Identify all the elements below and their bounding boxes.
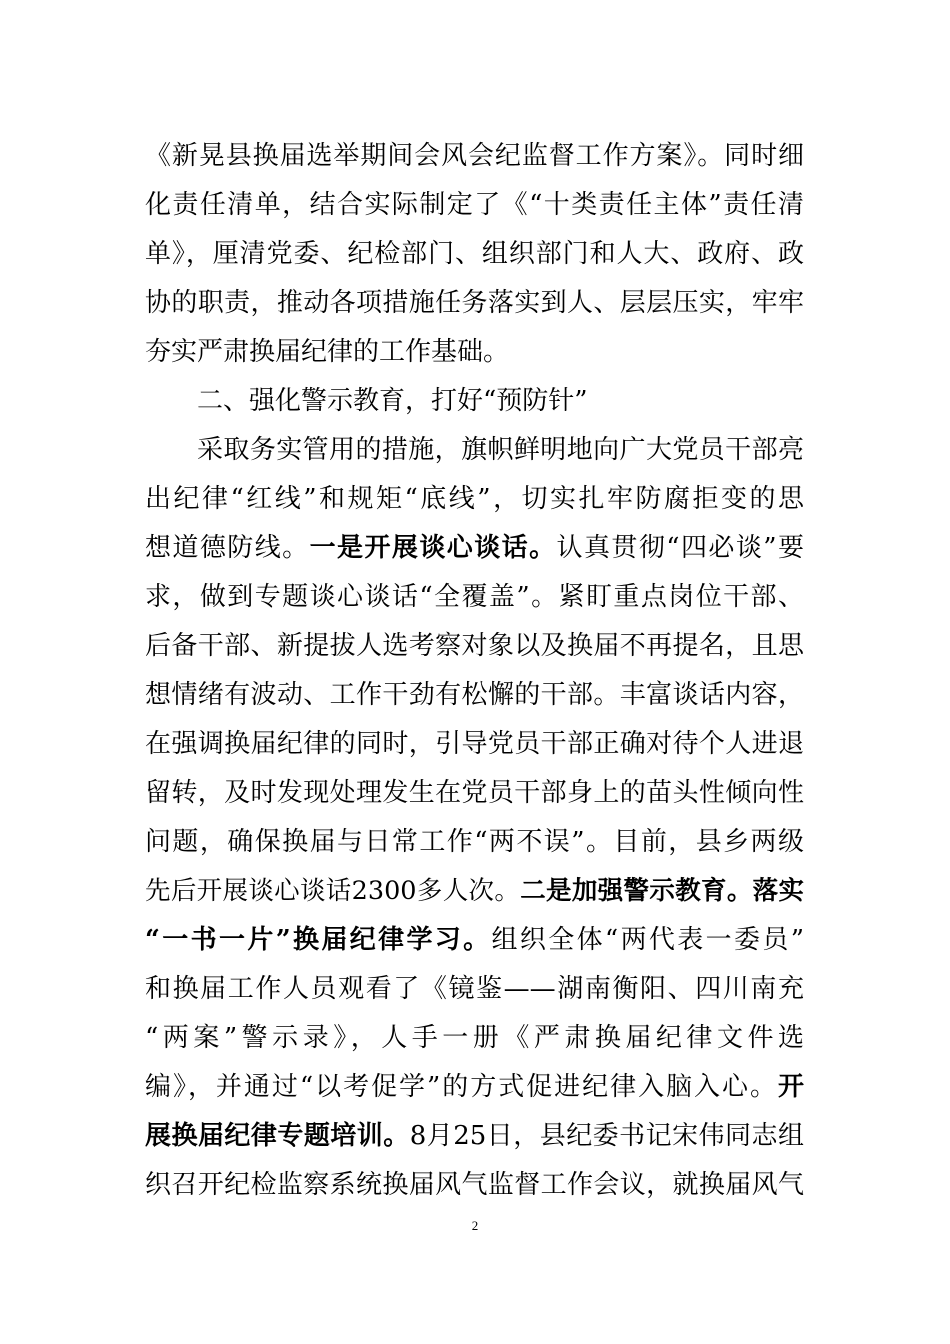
paragraph-line: 留转，及时发现处理发生在党员干部身上的苗头性倾向性 [145,778,804,808]
paragraph-line: 想道德防线。一是开展谈心谈话。认真贯彻“四必谈”要 [145,533,804,563]
page-number: 2 [471,1218,479,1233]
paragraph-line: “两案”警示录》，人手一册《严肃换届纪律文件选 [145,1023,804,1053]
paragraph-line: 展换届纪律专题培训。8月25日，县纪委书记宋伟同志组 [145,1121,804,1151]
paragraph-line: 《新晃县换届选举期间会风会纪监督工作方案》。同时细 [145,141,804,171]
bold-phrase: 展换届纪律专题培训。 [145,1121,410,1151]
paragraph-line: 先后开展谈心谈话2300多人次。二是加强警示教育。落实 [145,876,804,906]
section-heading: 二、强化警示教育，打好“预防针” [197,386,588,416]
paragraph-line: 想情绪有波动、工作干劲有松懈的干部。丰富谈话内容， [145,680,804,710]
paragraph-line: 夯实严肃换届纪律的工作基础。 [145,337,510,367]
paragraph-line: 后备干部、新提拔人选考察对象以及换届不再提名，且思 [145,631,804,661]
bold-phrase: 一是开展谈心谈话。 [309,533,557,563]
paragraph-line: 采取务实管用的措施，旗帜鲜明地向广大党员干部亮 [197,435,804,465]
paragraph-line: 协的职责，推动各项措施任务落实到人、层层压实，牢牢 [145,288,804,318]
paragraph-line: 编》，并通过“以考促学”的方式促进纪律入脑入心。开 [145,1072,804,1102]
paragraph-line: 出纪律“红线”和规矩“底线”，切实扎牢防腐拒变的思 [145,484,804,514]
paragraph-line: 问题，确保换届与日常工作“两不误”。目前，县乡两级 [145,827,804,857]
paragraph-line: “一书一片”换届纪律学习。组织全体“两代表一委员” [145,925,804,955]
paragraph-line: 在强调换届纪律的同时，引导党员干部正确对待个人进退 [145,729,804,759]
bold-phrase: 二是加强警示教育。落实 [520,876,804,906]
paragraph-line: 化责任清单，结合实际制定了《“十类责任主体”责任清 [145,190,804,220]
paragraph-line: 单》，厘清党委、纪检部门、组织部门和人大、政府、政 [145,239,804,269]
paragraph-line: 求，做到专题谈心谈话“全覆盖”。紧盯重点岗位干部、 [145,582,804,612]
paragraph-line: 和换届工作人员观看了《镜鉴——湖南衡阳、四川南充 [145,974,804,1004]
bold-phrase: “一书一片”换届纪律学习。 [145,925,492,955]
paragraph-line: 织召开纪检监察系统换届风气监督工作会议，就换届风气 [145,1170,804,1200]
bold-phrase: 开 [777,1072,804,1102]
